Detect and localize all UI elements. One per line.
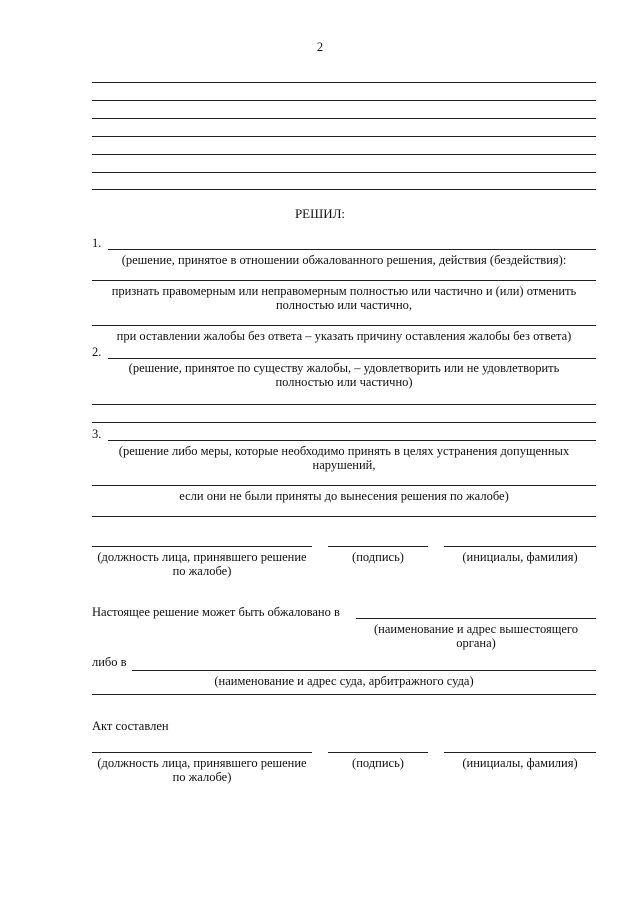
item-number: 2. — [92, 345, 102, 359]
blank-line — [108, 358, 596, 359]
position-line — [92, 546, 312, 547]
signature-hint: (подпись) — [352, 756, 404, 770]
page-number: 2 — [316, 40, 324, 54]
position-line — [92, 752, 312, 753]
signature-line — [328, 546, 428, 547]
item-hint: нарушений, — [312, 458, 376, 472]
authority-hint: органа) — [456, 636, 496, 650]
item-hint: при оставлении жалобы без ответа – указать причину оставления жалобы без ответа) — [116, 329, 572, 343]
blank-line — [92, 516, 596, 517]
name-line — [444, 752, 596, 753]
court-line — [132, 670, 596, 671]
appeal-text: Настоящее решение может быть обжаловано в — [92, 605, 340, 619]
act-label: Акт составлен — [92, 719, 169, 733]
blank-line — [108, 440, 596, 441]
signature-hint: (подпись) — [352, 550, 404, 564]
item-hint: (решение либо меры, которые необходимо принять в целях устранения допущенных — [118, 444, 570, 458]
item-hint: признать правомерным или неправомерным полностью или частично и (или) отменить — [111, 284, 577, 298]
name-hint: (инициалы, фамилия) — [462, 550, 578, 564]
name-line — [444, 546, 596, 547]
authority-hint: (наименование и адрес вышестоящего — [374, 622, 578, 636]
item-hint: полностью или частично) — [275, 375, 413, 389]
blank-line — [108, 249, 596, 250]
position-hint: по жалобе) — [172, 770, 232, 784]
blank-line — [92, 118, 596, 119]
position-hint: (должность лица, принявшего решение — [97, 756, 307, 770]
authority-line — [356, 618, 596, 619]
blank-line — [92, 82, 596, 83]
blank-line — [92, 325, 596, 326]
signature-line — [328, 752, 428, 753]
blank-line — [92, 694, 596, 695]
item-hint: если они не были приняты до вынесения решения по жалобе) — [179, 489, 509, 503]
item-hint: (решение, принятое в отношении обжалованного решения, действия (бездействия): — [121, 253, 567, 267]
or-text: либо в — [92, 655, 127, 669]
item-number: 1. — [92, 236, 102, 250]
name-hint: (инициалы, фамилия) — [462, 756, 578, 770]
item-hint: (решение, принятое по существу жалобы, – удовлетворить или не удовлетворить — [128, 361, 560, 375]
blank-line — [92, 172, 596, 173]
item-number: 3. — [92, 427, 102, 441]
blank-line — [92, 422, 596, 423]
blank-line — [92, 136, 596, 137]
item-hint: полностью или частично, — [275, 298, 413, 312]
position-hint: (должность лица, принявшего решение — [97, 550, 307, 564]
blank-line — [92, 404, 596, 405]
blank-line — [92, 100, 596, 101]
blank-line — [92, 189, 596, 190]
court-hint: (наименование и адрес суда, арбитражного суда) — [214, 674, 474, 688]
decision-heading: РЕШИЛ: — [294, 206, 346, 221]
blank-line — [92, 485, 596, 486]
blank-line — [92, 280, 596, 281]
position-hint: по жалобе) — [172, 564, 232, 578]
blank-line — [92, 154, 596, 155]
